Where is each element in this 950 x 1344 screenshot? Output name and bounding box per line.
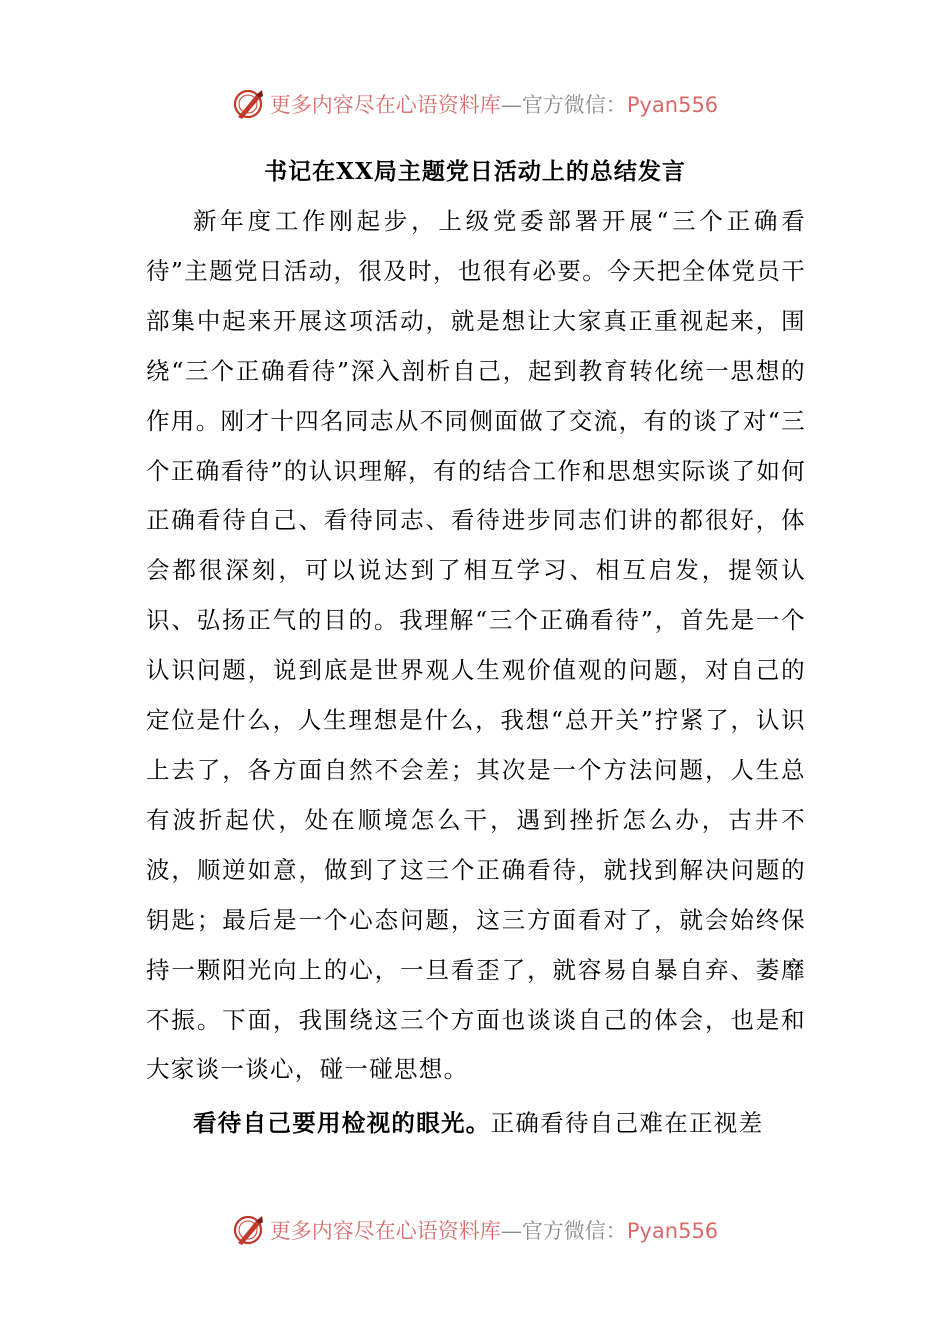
paragraph-heading: 看待自己要用检视的眼光。 [193,1109,491,1138]
paragraph [146,1099,806,1149]
paragraph: 新年度工作刚起步，上级党委部署开展“三个正确看待”主题党日活动，很及时，也很有必要。今天把全体党员干部集中起来开展这项活动，就是想让大家真正重视起来，围绕“三个正确看待”深入剖析自己，起到教育转化统一思想的作用。刚才十四名同志从不同侧面做了交流，有的谈了对“三个正确看待”的认识理解，有的结合工作和思想实际谈了如何正确看待自己、看待同志、看待进步同志们讲的都很好，体会都很深刻，可以说达到了相互学习、相互启发，提领认识、弘扬正气的目的。我理解“三个正确看待”，首先是一个认识问题，说到底是世界观人生观价值观的问题，对自己的定位是什么，人生理想是什么，我想“总开关”拧紧了，认识上去了，各方面自然不会差；其次是一个方法问题，人生总有波折起伏，处在顺境怎么干，遇到挫折怎么办，古井不波，顺逆如意，做到了这三个正确看待，就找到解决问题的钥匙；最后是一个心态问题，这三方面看对了，就会始终保持一颗阳光向上的心，一旦看歪了，就容易自暴自弃、萎靡不振。下面，我围绕这三个方面也谈谈自己的体会，也是和大家谈一谈心，碰一碰思想。 [146,207,806,1084]
document-body [146,197,806,1149]
header-watermark [0,84,950,124]
watermark-text: 更多内容尽在心语资料库—官方微信：Pyan556 [269,93,719,117]
paragraph-text: 正确看待自己难在正视差 [490,1109,764,1138]
pen-logo-icon [232,1213,266,1247]
watermark-text: 更多内容尽在心语资料库—官方微信：Pyan556 [269,1219,719,1243]
footer-watermark [0,1210,950,1250]
document-title: 书记在XX局主题党日活动上的总结发言 [264,158,686,185]
pen-logo-icon [232,87,266,121]
